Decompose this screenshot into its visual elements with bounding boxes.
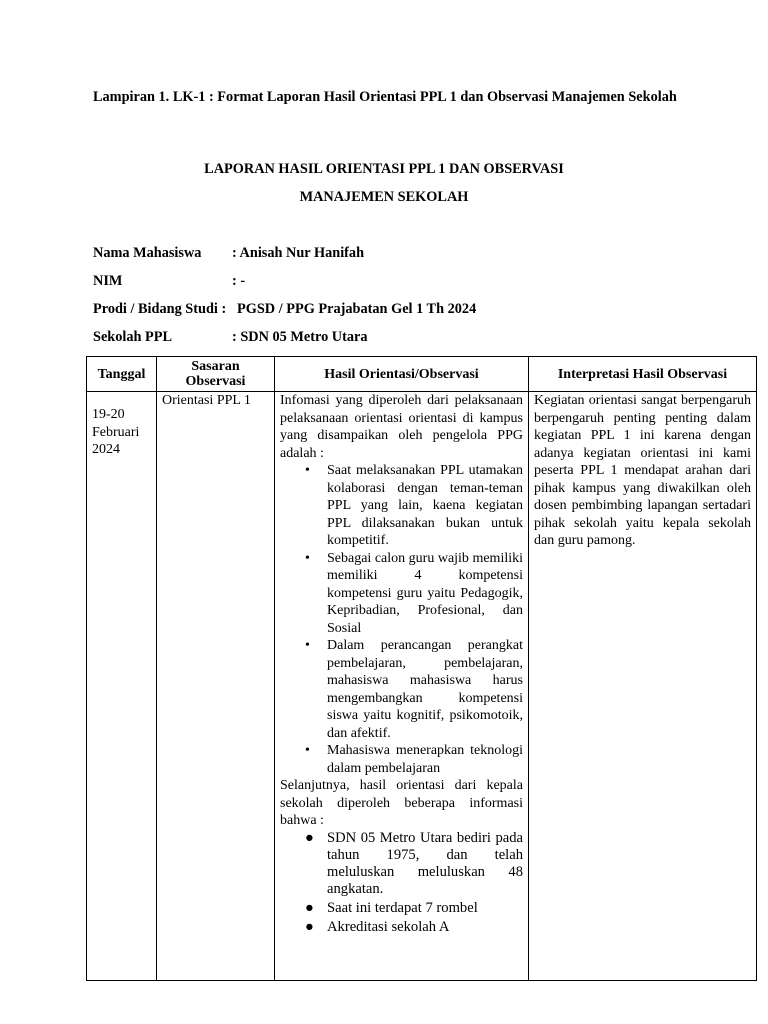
list-item <box>305 550 523 638</box>
list-item <box>305 918 523 936</box>
header-hasil: Hasil Orientasi/Observasi <box>275 357 529 392</box>
field-label: Nama Mahasiswa <box>93 245 202 261</box>
field-sekolah-ppl <box>93 329 368 346</box>
cell-tanggal: 19-20 Februari 2024 <box>87 392 157 981</box>
hasil-mid: Selanjutnya, hasil orientasi dari kepala sekolah diperoleh beberapa informasi bahwa : <box>280 778 523 828</box>
list-item-text: Saat melaksanakan PPL utamakan kolaborasi dengan teman-teman PPL yang lain, kaena kegiatan PPL dilaksanakan bukan untuk kompetitif. <box>327 463 523 548</box>
field-prodi <box>93 301 477 318</box>
report-title-line-2: MANAJEMEN SEKOLAH <box>299 189 469 205</box>
header-interpretasi: Interpretasi Hasil Observasi <box>529 357 757 392</box>
cell-sasaran: Orientasi PPL 1 <box>157 392 275 981</box>
bullet-icon: • <box>305 550 310 566</box>
field-label: Prodi / Bidang Studi : <box>93 301 227 317</box>
table-header-row <box>87 357 757 392</box>
list-item-text: Akreditasi sekolah A <box>327 918 450 935</box>
list-item <box>305 637 523 742</box>
field-value: : SDN 05 Metro Utara <box>232 329 368 345</box>
list-item-text: Sebagai calon guru wajib memiliki memiliki 4 kompetensi kompetensi guru yaitu Pedagogik, Kepribadian, Profesional, dan Sosial <box>327 550 523 636</box>
hasil-list-2 <box>280 830 523 936</box>
field-nama-mahasiswa <box>93 245 365 262</box>
lampiran-heading: Lampiran 1. LK-1 : Format Laporan Hasil Orientasi PPL 1 dan Observasi Manajemen Sekolah <box>93 89 677 105</box>
hasil-list-1 <box>280 462 523 777</box>
bullet-icon: • <box>305 638 310 653</box>
list-item <box>305 899 523 917</box>
header-tanggal: Tanggal <box>87 357 157 392</box>
field-value: : - <box>232 273 246 289</box>
list-item <box>305 742 523 777</box>
bullet-icon: • <box>305 463 310 478</box>
table-row <box>87 392 757 981</box>
list-item-text: SDN 05 Metro Utara bediri pada tahun 1975, dan telah meluluskan meluluskan 48 angkatan. <box>327 829 523 897</box>
list-item <box>305 829 523 898</box>
list-item-text: Saat ini terdapat 7 rombel <box>327 899 478 916</box>
hasil-intro: Infomasi yang diperoleh dari pelaksanaan pelaksanaan orientasi orientasi di kampus yang disampaikan oleh pengelola PPG adalah : <box>280 393 523 461</box>
report-title-line-1: LAPORAN HASIL ORIENTASI PPL 1 DAN OBSERVASI <box>204 161 564 177</box>
field-value: : Anisah Nur Hanifah <box>232 245 365 261</box>
field-nim <box>93 273 246 290</box>
list-item-text: Dalam perancangan perangkat pembelajaran, pembelajaran, mahasiswa mahasiswa harus mengembangkan kompetensi siswa yaitu kognitif, psikomotoik, dan afektif. <box>327 638 523 741</box>
bullet-icon: ● <box>305 899 314 916</box>
field-label: Sekolah PPL <box>93 329 173 345</box>
cell-interpretasi: Kegiatan orientasi sangat berpengaruh berpengaruh penting penting dalam kegiatan PPL 1 ini karena dengan adanya kegiatan orientasi ini kami peserta PPL 1 mendapat arahan dari pihak kampus yang diwakilkan oleh dosen pembimbing lapangan sertadari pihak sekolah yaitu kepala sekolah dan guru pamong. <box>529 392 757 981</box>
list-item-text: Mahasiswa menerapkan teknologi dalam pembelajaran <box>327 743 523 776</box>
bullet-icon: ● <box>305 829 314 846</box>
bullet-icon: ● <box>305 918 314 935</box>
bullet-icon: • <box>305 743 310 758</box>
list-item <box>305 462 523 550</box>
field-label: NIM <box>93 273 123 289</box>
observation-table <box>86 356 757 981</box>
cell-hasil <box>275 392 529 981</box>
header-sasaran: Sasaran Observasi <box>157 357 275 392</box>
field-value: PGSD / PPG Prajabatan Gel 1 Th 2024 <box>237 301 477 317</box>
